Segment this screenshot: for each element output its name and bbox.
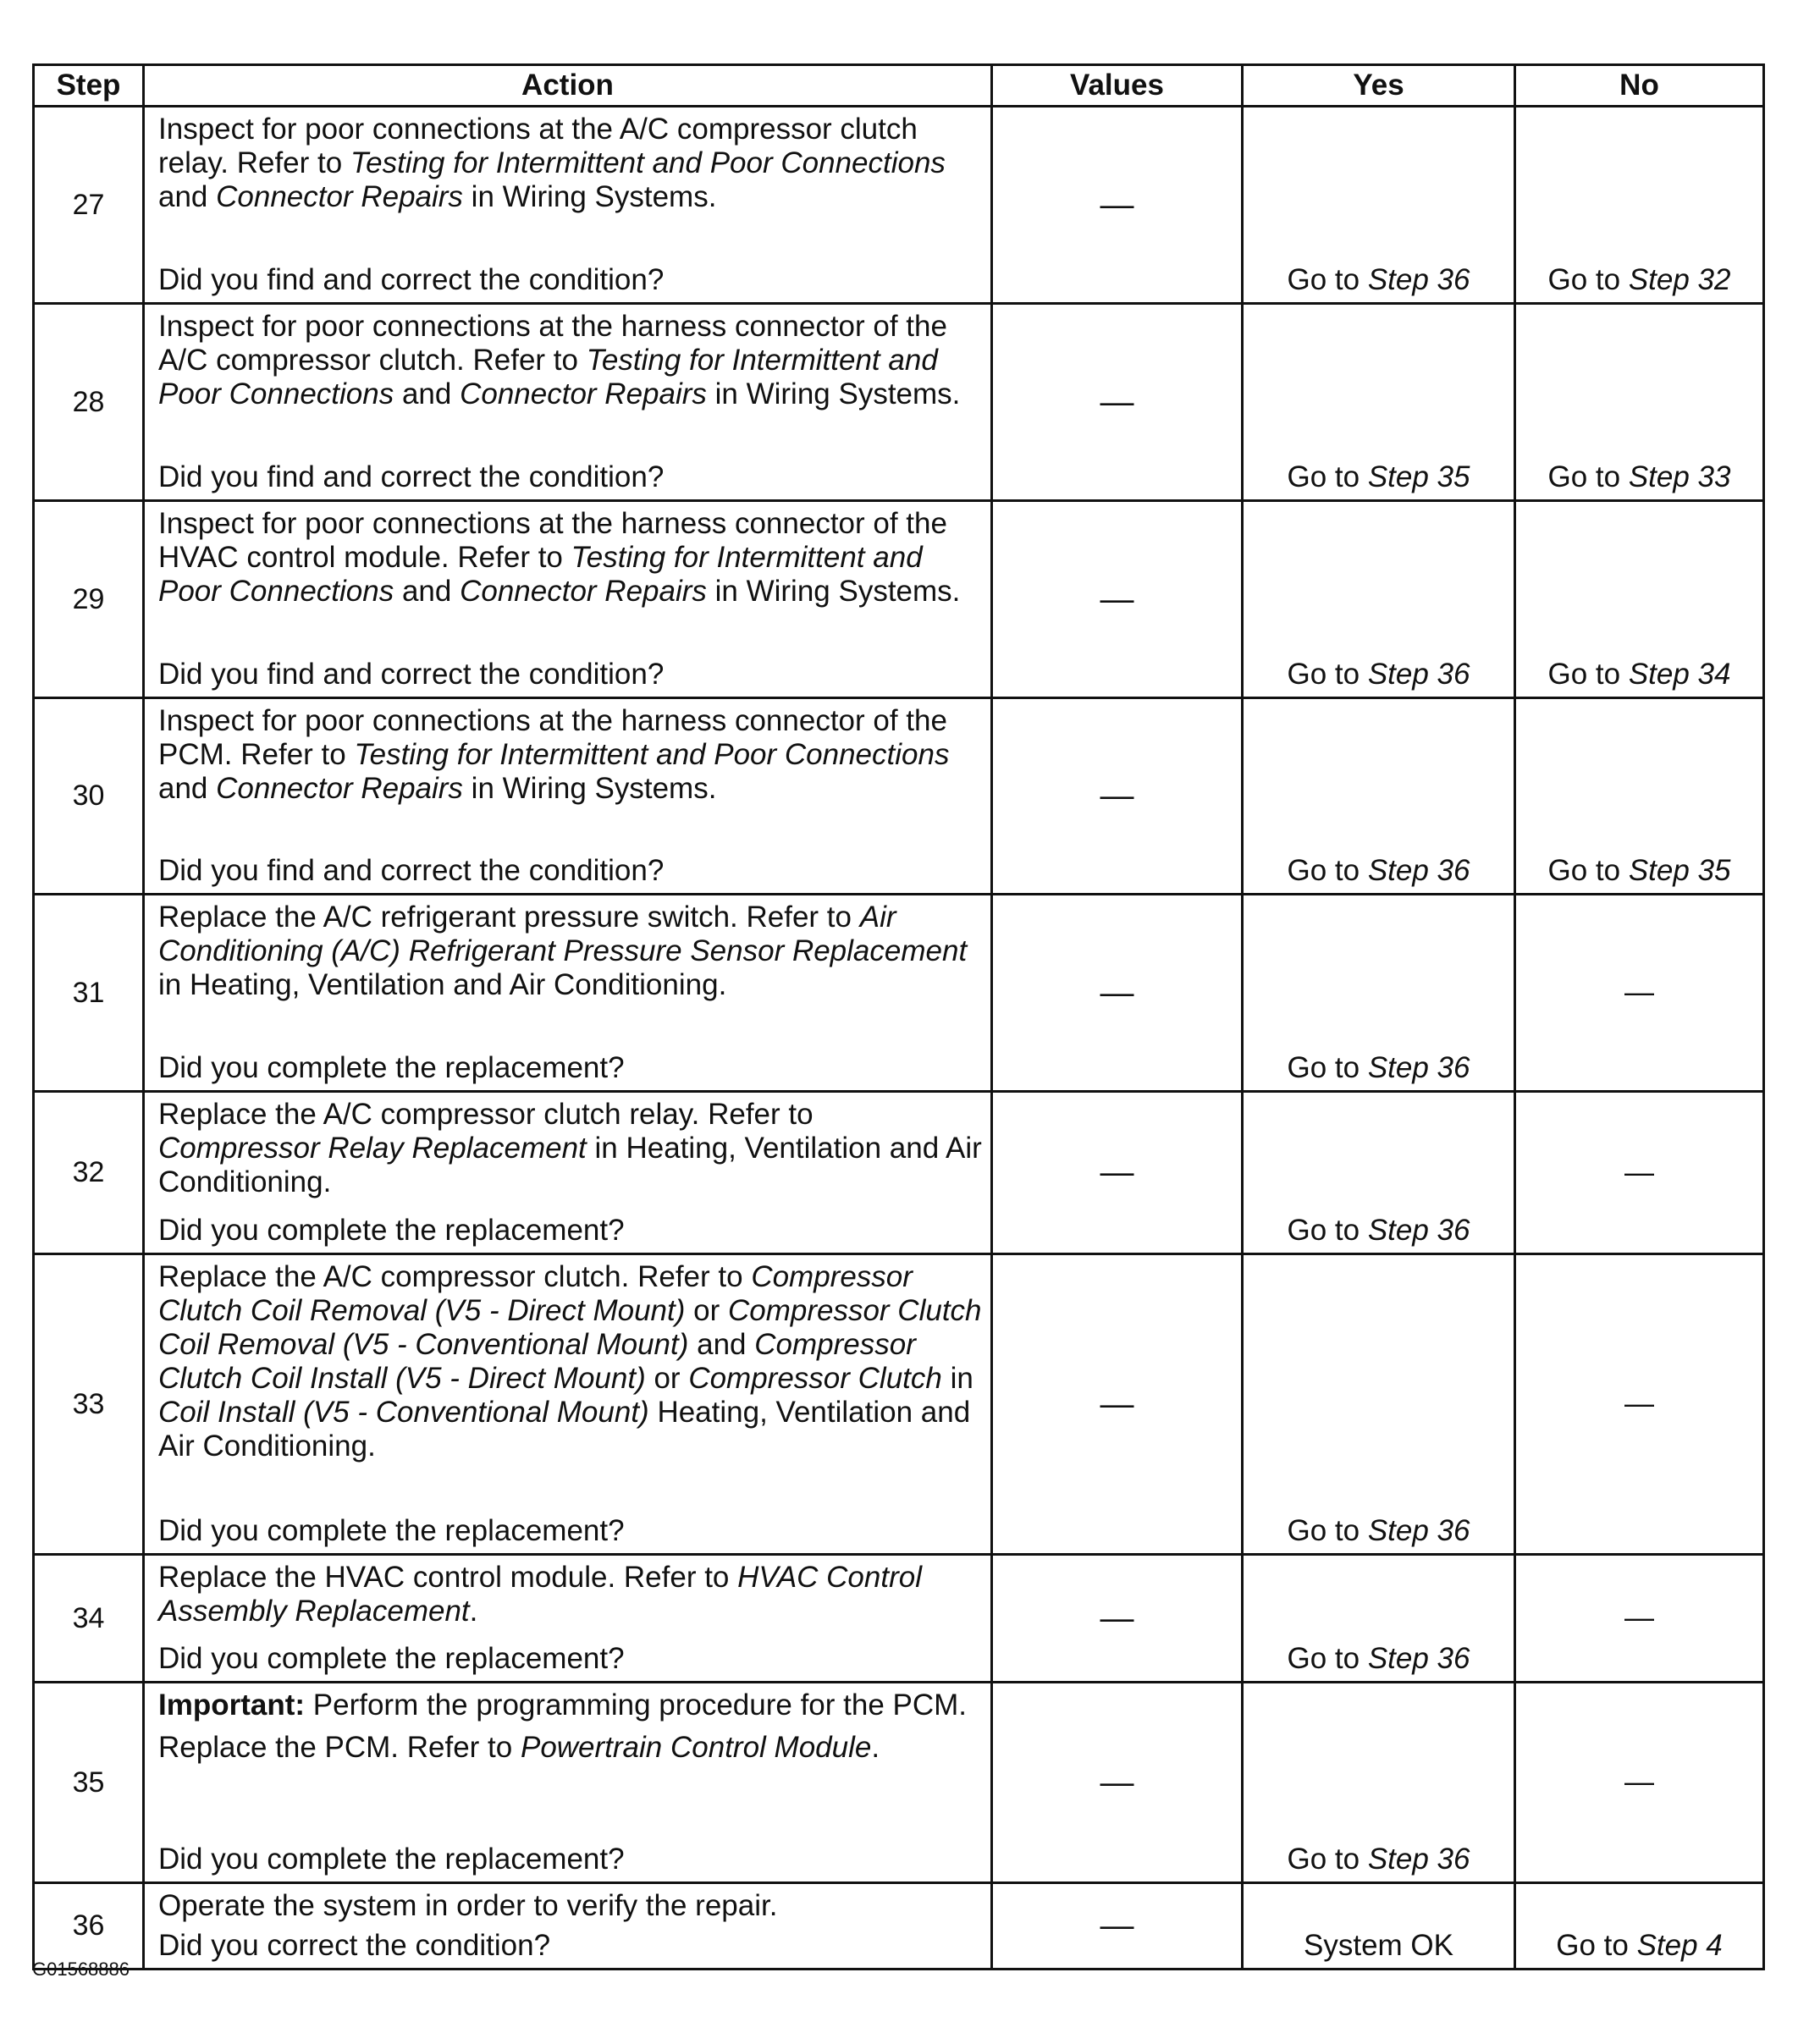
step-number: 28	[34, 304, 144, 501]
values-cell: —	[992, 1092, 1243, 1254]
no-cell	[1515, 304, 1764, 501]
values-cell: —	[992, 1683, 1243, 1883]
goto-step-link[interactable]: Step 36	[1367, 263, 1470, 296]
reference-link-text: Compressor Clutch Coil Removal (V5 - Conventional Mount)	[158, 1294, 982, 1361]
action-question: Did you find and correct the condition?	[158, 263, 665, 296]
yes-goto	[1244, 1214, 1514, 1248]
table-row	[34, 895, 1764, 1092]
goto-step-link[interactable]: Step 36	[1367, 658, 1470, 691]
values-cell: —	[992, 304, 1243, 501]
instruction-paragraph	[158, 1731, 982, 1765]
action-content	[145, 1683, 990, 1881]
instruction-text: in Wiring Systems.	[462, 772, 717, 805]
no-not-applicable: —	[1624, 1387, 1654, 1420]
action-cell	[144, 1555, 992, 1683]
goto-step-link[interactable]: Step 35	[1367, 460, 1470, 493]
action-cell	[144, 1254, 992, 1555]
action-content	[145, 1093, 990, 1253]
header-step: Step	[34, 65, 144, 107]
diagnostic-procedure-table	[32, 63, 1765, 1970]
action-instructions	[158, 1689, 982, 1765]
goto-prefix: Go to	[1287, 263, 1368, 296]
yes-cell	[1243, 1683, 1515, 1883]
goto-step-link[interactable]: Step 36	[1367, 1642, 1470, 1675]
instruction-paragraph	[158, 507, 982, 609]
header-action: Action	[144, 65, 992, 107]
no-cell	[1515, 1555, 1764, 1683]
no-goto	[1516, 263, 1762, 297]
yes-cell	[1243, 107, 1515, 304]
action-cell	[144, 1092, 992, 1254]
goto-prefix: Go to	[1287, 854, 1368, 887]
action-cell	[144, 1883, 992, 1970]
goto-step-link[interactable]: Step 36	[1367, 854, 1470, 887]
no-cell	[1515, 107, 1764, 304]
action-instructions	[158, 1260, 982, 1463]
no-cell	[1515, 1092, 1764, 1254]
action-content	[145, 1556, 990, 1681]
reference-link-text: Connector Repairs	[216, 772, 463, 805]
no-goto	[1516, 658, 1762, 691]
values-cell: —	[992, 1254, 1243, 1555]
yes-goto	[1244, 658, 1514, 691]
table-row	[34, 107, 1764, 304]
yes-goto	[1244, 460, 1514, 494]
goto-step-link[interactable]: Step 36	[1367, 1514, 1470, 1547]
goto-step-link[interactable]: Step 32	[1628, 263, 1731, 296]
goto-prefix: Go to	[1287, 1514, 1368, 1547]
reference-link-text: Compressor Clutch	[688, 1362, 942, 1395]
reference-link-text: HVAC Control Assembly Replacement	[158, 1561, 922, 1628]
goto-prefix: Go to	[1547, 658, 1629, 691]
action-question: Did you find and correct the condition?	[158, 658, 665, 691]
values-cell: —	[992, 1883, 1243, 1970]
yes-cell	[1243, 1092, 1515, 1254]
yes-goto	[1244, 1843, 1514, 1876]
instruction-text: in Wiring Systems.	[706, 377, 961, 410]
action-content	[145, 1884, 990, 1968]
goto-step-link[interactable]: Step 34	[1628, 658, 1731, 691]
values-cell: —	[992, 698, 1243, 895]
reference-link-text: Connector Repairs	[460, 377, 707, 410]
instruction-text: or	[645, 1362, 689, 1395]
instruction-paragraph	[158, 113, 982, 214]
instruction-text: Replace the A/C refrigerant pressure switch. Refer to	[158, 901, 860, 934]
instruction-text: Heating, Ventilation and Air Conditioning.	[158, 1396, 971, 1463]
table-row	[34, 501, 1764, 698]
step-number: 30	[34, 698, 144, 895]
table-row	[34, 1683, 1764, 1883]
reference-link-text: Powertrain Control Module	[520, 1731, 872, 1764]
figure-id-label: G01568886	[32, 1959, 130, 1980]
goto-prefix: Go to	[1556, 1929, 1637, 1962]
instruction-text: or	[685, 1294, 728, 1327]
goto-step-link[interactable]: Step 4	[1636, 1929, 1723, 1962]
reference-link-text: Compressor Relay Replacement	[158, 1132, 587, 1165]
instruction-text: .	[871, 1731, 880, 1764]
action-instructions	[158, 1561, 982, 1628]
action-question: Did you find and correct the condition?	[158, 854, 665, 887]
action-question: Did you find and correct the condition?	[158, 460, 665, 493]
yes-cell	[1243, 698, 1515, 895]
header-no: No	[1515, 65, 1764, 107]
yes-cell	[1243, 501, 1515, 698]
table-row	[34, 1555, 1764, 1683]
goto-prefix: Go to	[1547, 263, 1629, 296]
step-number: 32	[34, 1092, 144, 1254]
table-row	[34, 698, 1764, 895]
step-number: 35	[34, 1683, 144, 1883]
goto-step-link[interactable]: Step 36	[1367, 1843, 1470, 1876]
step-number: 27	[34, 107, 144, 304]
instruction-text: and	[394, 377, 461, 410]
step-number: 36	[34, 1883, 144, 1970]
reference-link-text: Connector Repairs	[216, 180, 463, 213]
step-number: 31	[34, 895, 144, 1092]
no-cell	[1515, 501, 1764, 698]
instruction-text: in Heating, Ventilation and Air Conditioning.	[158, 1132, 982, 1198]
table-row	[34, 1254, 1764, 1555]
goto-step-link[interactable]: Step 33	[1628, 460, 1731, 493]
instruction-paragraph	[158, 1561, 982, 1628]
reference-link-text: Testing for Intermittent and Poor Connections	[354, 738, 950, 771]
goto-prefix: Go to	[1547, 854, 1629, 887]
action-content	[145, 502, 990, 697]
table-row	[34, 1092, 1764, 1254]
action-instructions	[158, 113, 982, 214]
action-question: Did you correct the condition?	[158, 1929, 551, 1962]
step-number: 29	[34, 501, 144, 698]
instruction-text: Inspect for poor connections at the A/C compressor clutch relay. Refer to	[158, 113, 918, 179]
goto-prefix: Go to	[1287, 1843, 1368, 1876]
reference-link-text: Connector Repairs	[460, 575, 707, 608]
instruction-text: Perform the programming procedure for the PCM.	[305, 1689, 968, 1722]
yes-result: System OK	[1304, 1929, 1453, 1962]
values-cell: —	[992, 501, 1243, 698]
action-content	[145, 895, 990, 1090]
header-values: Values	[992, 65, 1243, 107]
reference-link-text: Testing for Intermittent and Poor Connections	[350, 146, 946, 179]
yes-goto	[1244, 1642, 1514, 1676]
table-body	[34, 107, 1764, 1970]
no-cell	[1515, 698, 1764, 895]
yes-cell	[1243, 1555, 1515, 1683]
action-cell	[144, 1683, 992, 1883]
instruction-text: Replace the HVAC control module. Refer to	[158, 1561, 738, 1594]
no-cell	[1515, 1254, 1764, 1555]
instruction-paragraph	[158, 1098, 982, 1199]
instruction-text: Replace the PCM. Refer to	[158, 1731, 521, 1764]
important-label: Important:	[158, 1689, 306, 1722]
goto-prefix: Go to	[1287, 1214, 1368, 1247]
values-cell: —	[992, 895, 1243, 1092]
yes-cell	[1243, 304, 1515, 501]
action-cell	[144, 895, 992, 1092]
action-instructions	[158, 1098, 982, 1199]
action-cell	[144, 501, 992, 698]
action-question: Did you complete the replacement?	[158, 1514, 625, 1547]
no-not-applicable: —	[1624, 1766, 1654, 1799]
table-header-row	[34, 65, 1764, 107]
action-instructions	[158, 901, 982, 1002]
goto-prefix: Go to	[1287, 460, 1368, 493]
instruction-text: and	[394, 575, 461, 608]
no-goto	[1516, 1929, 1762, 1963]
action-instructions	[158, 704, 982, 806]
no-cell	[1515, 895, 1764, 1092]
instruction-text: in Wiring Systems.	[706, 575, 961, 608]
action-question: Did you complete the replacement?	[158, 1642, 625, 1675]
action-cell	[144, 107, 992, 304]
instruction-text: Inspect for poor connections at the harness connector of the A/C compressor clutch. Refer to	[158, 310, 947, 377]
values-cell: —	[992, 107, 1243, 304]
goto-prefix: Go to	[1287, 658, 1368, 691]
instruction-text: in Heating, Ventilation and Air Conditioning.	[158, 968, 727, 1001]
goto-step-link[interactable]: Step 36	[1367, 1051, 1470, 1084]
instruction-text: and	[158, 772, 217, 805]
instruction-text: Inspect for poor connections at the harness connector of the HVAC control module. Refer to	[158, 507, 947, 574]
instruction-text: in	[941, 1362, 973, 1395]
no-not-applicable: —	[1624, 1601, 1654, 1634]
no-goto	[1516, 854, 1762, 888]
instruction-paragraph	[158, 901, 982, 1002]
yes-goto	[1244, 1514, 1514, 1548]
reference-link-text: Testing for Intermittent and Poor Connections	[158, 541, 923, 608]
action-cell	[144, 698, 992, 895]
action-question: Did you complete the replacement?	[158, 1843, 625, 1876]
instruction-text: Replace the A/C compressor clutch relay. Refer to	[158, 1098, 814, 1131]
no-not-applicable: —	[1624, 1155, 1654, 1189]
action-cell	[144, 304, 992, 501]
action-content	[145, 1255, 990, 1553]
yes-cell	[1243, 1883, 1515, 1970]
action-question: Did you complete the replacement?	[158, 1051, 625, 1084]
instruction-text: Operate the system in order to verify the repair.	[158, 1889, 778, 1922]
no-cell	[1515, 1883, 1764, 1970]
yes-cell	[1243, 895, 1515, 1092]
reference-link-text: Coil Install (V5 - Conventional Mount)	[158, 1396, 649, 1429]
reference-link-text: Compressor Clutch Coil Install (V5 - Direct Mount)	[158, 1328, 916, 1395]
instruction-paragraph	[158, 310, 982, 411]
action-content	[145, 305, 990, 499]
yes-goto	[1244, 1051, 1514, 1085]
action-content	[145, 107, 990, 302]
instruction-paragraph	[158, 1889, 982, 1923]
goto-prefix: Go to	[1287, 1051, 1368, 1084]
values-cell: —	[992, 1555, 1243, 1683]
goto-step-link[interactable]: Step 35	[1628, 854, 1731, 887]
action-instructions	[158, 1889, 982, 1923]
action-instructions	[158, 310, 982, 411]
table-row	[34, 1883, 1764, 1970]
instruction-text: in Wiring Systems.	[462, 180, 717, 213]
goto-prefix: Go to	[1287, 1642, 1368, 1675]
action-question: Did you complete the replacement?	[158, 1214, 625, 1247]
yes-goto	[1244, 854, 1514, 888]
reference-link-text: Testing for Intermittent and Poor Connections	[158, 344, 938, 410]
instruction-text: and	[688, 1328, 755, 1361]
procedure-table-container	[32, 63, 1762, 1970]
instruction-paragraph	[158, 704, 982, 806]
instruction-text: and	[158, 180, 217, 213]
no-not-applicable: —	[1624, 976, 1654, 1009]
no-cell	[1515, 1683, 1764, 1883]
action-instructions	[158, 507, 982, 609]
yes-cell	[1243, 1254, 1515, 1555]
instruction-text: Replace the A/C compressor clutch. Refer to	[158, 1260, 752, 1293]
table-row	[34, 304, 1764, 501]
goto-step-link[interactable]: Step 36	[1367, 1214, 1470, 1247]
header-yes: Yes	[1243, 65, 1515, 107]
action-content	[145, 699, 990, 893]
reference-link-text: Air Conditioning (A/C) Refrigerant Pressure Sensor Replacement	[158, 901, 968, 967]
instruction-text: Inspect for poor connections at the harness connector of the PCM. Refer to	[158, 704, 947, 771]
no-goto	[1516, 460, 1762, 494]
instruction-paragraph	[158, 1689, 982, 1722]
reference-link-text: Compressor Clutch Coil Removal (V5 - Direct Mount)	[158, 1260, 913, 1327]
yes-goto	[1244, 263, 1514, 297]
instruction-paragraph	[158, 1260, 982, 1463]
step-number: 33	[34, 1254, 144, 1555]
step-number: 34	[34, 1555, 144, 1683]
instruction-text: .	[469, 1595, 478, 1628]
goto-prefix: Go to	[1547, 460, 1629, 493]
